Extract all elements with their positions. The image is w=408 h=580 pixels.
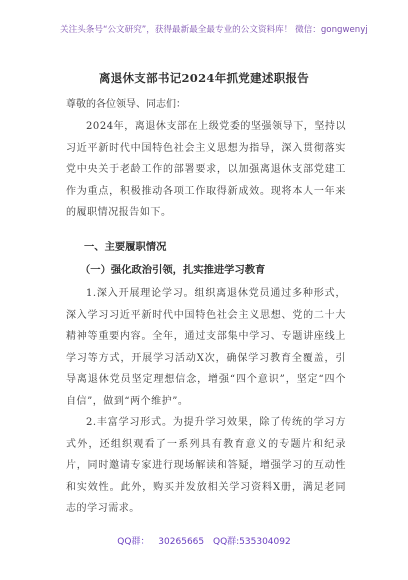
greeting-line: 尊敬的各位领导、同志们： [66,99,186,110]
footer-contact-qq: QQ群： 30265665 QQ群:535304092 [117,537,291,547]
document-title: 离退休支部书记2024年抓党建述职报告 [98,71,310,85]
item-2-text: 2.丰富学习形式。为提升学习效果，除了传统的学习方式外，还组织观看了一系列具有教育意义的专题片和纪录片，同时邀请专家进行现场解读和答疑，增强学习的互动性和实效性。此外，购买并发放相关学习资料X册，满足老同志的学习需求。 [66,417,346,514]
intro-text: 2024年，离退休支部在上级党委的坚强领导下，坚持以习近平新时代中国特色社会主义思想为指导，深入贯彻落实党中央关于老龄工作的部署要求，以加强离退休支部党建工作为重点，积极推动各项工作取得新成效。现将本人一年来的履职情况报告如下。 [66,121,346,218]
item-2-paragraph [66,412,346,520]
section-heading-main-duties: 一、主要履职情况 [84,241,167,253]
subsection-heading-political-guidance: （一）强化政治引领，扎实推进学习教育 [80,264,266,276]
header-promo-note: 关注头条号“公文研究”，获得最新最全最专业的公文资料库！ 微信：gongwenyj [60,25,368,35]
intro-paragraph [66,116,346,224]
item-1-paragraph [66,283,346,412]
item-1-text: 1.深入开展理论学习。组织离退休党员通过多种形式，深入学习习近平新时代中国特色社会主义思想、党的二十大精神等重要内容。全年，通过支部集中学习、专题讲座线上学习等方式，开展学习活动X次，确保学习教育全覆盖，引导离退休党员坚定理想信念，增强“四个意识”，坚定“四个自信”，做到“两个维护”。 [66,288,346,407]
